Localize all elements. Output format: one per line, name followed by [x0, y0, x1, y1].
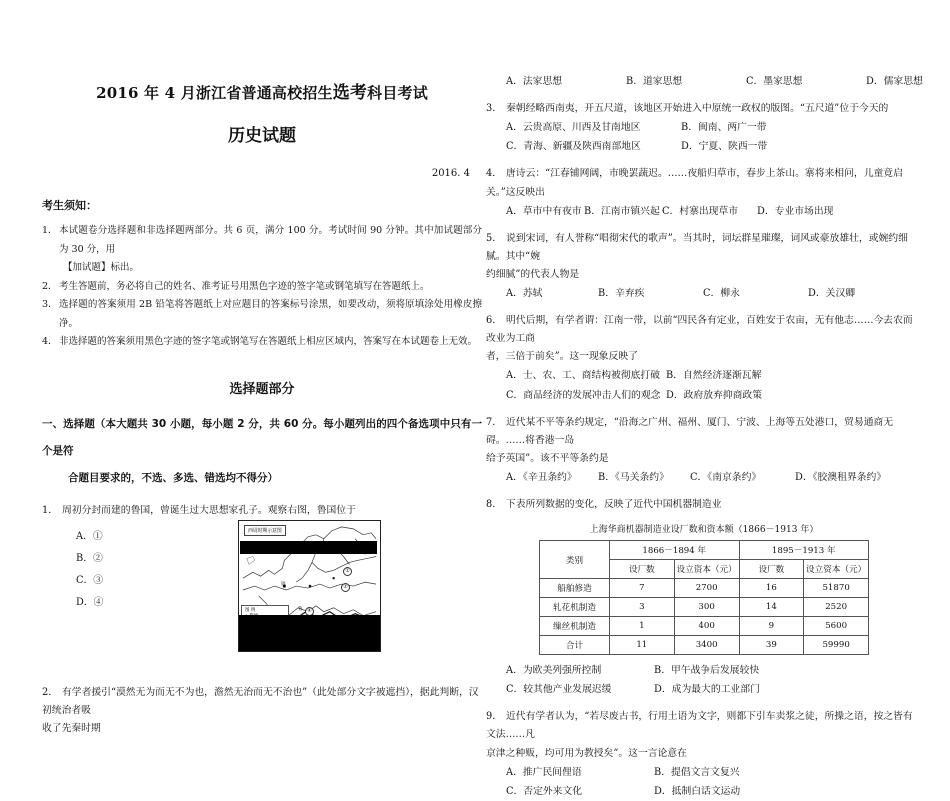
question-7-option-c[interactable]: C．《南京条约》 — [690, 471, 762, 483]
question-5-option-c[interactable]: C．柳永 — [703, 288, 740, 300]
question-7-stem-line1: 近代某不平等条约规定，“沿海之广州、福州、厦门、宁波、上海等五处港口，贸易通商无碍。……将香港一岛 — [486, 416, 894, 446]
question-2 — [42, 684, 482, 738]
question-8-stem: 下表所列数据的变化，反映了近代中国机器制造业 — [506, 499, 722, 511]
question-1-option-a[interactable]: A．① — [76, 530, 103, 542]
notice-list — [42, 222, 482, 352]
question-6-option-c[interactable]: C．商品经济的发展冲击人们的观念 — [506, 389, 661, 401]
question-1-number: 1． — [42, 504, 59, 516]
question-2-option-c[interactable]: C．墨家思想 — [746, 76, 803, 87]
question-3-stem: 秦朝经略西南夷，开五尺道，该地区开始进入中原统一政权的版图。“五尺道”位于今天的 — [506, 103, 889, 115]
question-4-stem: 唐诗云：“江春铺网阔，市晚罢蔬迟。……夜船归草市，春步上茶山。寨将来相问，儿童竟启关。”这反映出 — [486, 168, 903, 198]
notice-item-text: 考生答题前，务必将自己的姓名、准考证号用黑色字迹的签字笔或钢笔填写在答题纸上。 — [59, 280, 430, 292]
question-9 — [486, 708, 922, 762]
question-2-number: 2． — [42, 686, 59, 698]
table-cell-value: 3 — [610, 598, 675, 617]
question-9-options-row-1 — [506, 763, 922, 782]
question-7 — [486, 414, 922, 468]
question-7-options-row — [506, 468, 922, 487]
question-8-option-a[interactable]: A．为欧美列强所控制 — [506, 665, 602, 677]
question-9-stem-line2: 京津之种贩，均可用为教授矣”。这一言论意在 — [486, 747, 687, 759]
map-legend-title: 图 例 — [245, 607, 256, 613]
map-marker-1: ① — [343, 567, 352, 576]
question-3-option-a[interactable]: A．云贵高原、川西及甘南地区 — [506, 122, 641, 134]
table-cell-value: 11 — [610, 636, 675, 655]
notice-heading: 考生须知： — [42, 199, 97, 212]
page-title — [42, 78, 482, 103]
question-6-option-b[interactable]: B．自然经济逐渐瓦解 — [666, 370, 762, 382]
question-7-stem — [486, 417, 922, 468]
question-9-option-c[interactable]: C．否定外来文化 — [506, 785, 583, 797]
notice-item-number: 1． — [42, 225, 58, 236]
table-header-category: 类别 — [540, 541, 610, 579]
question-5-stem-line1: 说到宋词，有人誉称“唱彻宋代的歌声”。当其时，词坛群星璀璨，词风或豪放雄壮，或婉约细腻。其中“婉 — [486, 232, 908, 262]
big-question-instruction — [42, 411, 482, 493]
question-8 — [486, 496, 922, 514]
left-column — [42, 0, 482, 734]
table-cell-value: 59990 — [804, 636, 869, 655]
page-title-emphasis: 选考 — [332, 83, 368, 103]
map-marker-2: ② — [341, 583, 350, 592]
question-7-options — [486, 468, 922, 487]
notice-item — [42, 278, 482, 297]
table-row — [540, 598, 869, 617]
question-8-options-row-2 — [506, 680, 922, 699]
notice-item-text: 非选择题的答案须用黑色字迹的签字笔或钢笔写在答题纸上相应区域内，答案写在本试题卷上无效。 — [59, 336, 478, 348]
question-2-stem — [42, 687, 482, 738]
notice-item-subtext: 【加试题】标出。 — [63, 262, 140, 274]
table-header-row-1 — [540, 541, 869, 560]
table-head — [540, 541, 869, 579]
question-9-options-row-2 — [506, 782, 922, 801]
question-2-stem-line1: 有学者援引“漠然无为而无不为也，澹然无治而无不治也”（此处部分文字被遮挡），据此判断，汉初统治者吸 — [42, 686, 479, 716]
table-header-period-1: 1866－1894 年 — [610, 541, 740, 560]
table-cell-value: 7 — [610, 579, 675, 598]
question-7-number: 7． — [486, 416, 503, 428]
question-1-option-d[interactable]: D．④ — [76, 596, 104, 608]
table-cell-value: 51870 — [804, 579, 869, 598]
notice-item-text: 本试题卷分选择题和非选择题两部分。共 6 页，满分 100 分。考试时间 90 分钟。其中加试题部分为 30 分，用 — [59, 225, 482, 255]
notice-item-number: 2． — [42, 280, 58, 292]
exam-date: 2016. 4 — [431, 168, 470, 179]
table-subheader-factories-2: 设厂数 — [739, 560, 804, 579]
question-7-option-d[interactable]: D．《胶澳租界条约》 — [795, 471, 887, 483]
question-3-number: 3． — [486, 103, 503, 115]
notice-item-number: 4． — [42, 336, 58, 348]
question-3-options-row-1 — [506, 118, 922, 137]
question-3-options-row-2 — [506, 137, 922, 156]
question-4-option-b[interactable]: B．江南市镇兴起 — [584, 205, 660, 217]
question-5-option-d[interactable]: D．关汉卿 — [808, 288, 856, 300]
question-6-options-row-1 — [506, 366, 922, 385]
question-7-stem-line2: 给予英国”。该不平等条约是 — [486, 452, 609, 464]
question-2-option-d[interactable]: D．儒家思想 — [866, 76, 923, 87]
question-2-option-b[interactable]: B．道家思想 — [626, 76, 683, 87]
table-cell-category: 合计 — [540, 636, 610, 655]
page-title-post: 科目考试 — [367, 84, 428, 102]
question-5 — [486, 230, 922, 284]
question-4-options — [486, 202, 922, 221]
question-5-options — [486, 284, 922, 303]
question-6 — [486, 312, 922, 366]
question-2-stem-line2: 收了先秦时期 — [42, 722, 101, 734]
question-9-option-a[interactable]: A．推广民间俚语 — [506, 766, 582, 778]
question-1-option-c[interactable]: C．③ — [76, 574, 104, 586]
big-question-line1: 一、选择题（本大题共 30 小题，每小题 2 分，共 60 分。每小题列出的四个备选项中只有一个是符 — [42, 417, 482, 457]
question-1-option-b[interactable]: B．② — [76, 552, 103, 564]
question-3 — [486, 100, 922, 118]
question-6-stem-line1: 明代后期，有学者谓：江南一带，以前“四民各有定业，百姓安于农亩，无有他志……今去农而改业为工商 — [486, 315, 913, 345]
table-cell-category: 缫丝机制造 — [540, 617, 610, 636]
question-6-option-a[interactable]: A．士、农、工、商结构被彻底打破 — [506, 370, 661, 382]
question-5-stem-line2: 约细腻”的代表人物是 — [486, 268, 580, 280]
question-7-option-b[interactable]: B．《马关条约》 — [598, 471, 669, 483]
question-3-options — [486, 118, 922, 156]
question-4-number: 4． — [486, 168, 503, 180]
question-1 — [42, 502, 482, 520]
question-6-options-row-2 — [506, 386, 922, 405]
question-8-options — [486, 661, 922, 699]
map-place-label-lu: 鲁 — [298, 606, 303, 612]
question-4-option-a[interactable]: A．草市中有夜市 — [506, 205, 582, 217]
page-title-pre: 2016 年 4 月浙江省普通高校招生 — [96, 84, 333, 102]
question-3-option-d[interactable]: D．宁夏、陕西一带 — [681, 141, 768, 153]
map-title-label: 西周时期示意图 — [244, 525, 286, 536]
question-6-stem — [486, 315, 922, 366]
question-2-option-a[interactable]: A．法家思想 — [506, 76, 563, 87]
table-cell-value: 2700 — [674, 579, 739, 598]
table-body — [540, 579, 869, 655]
table-row — [540, 579, 869, 598]
table-cell-category: 船舶修造 — [540, 579, 610, 598]
table-cell-value: 39 — [739, 636, 804, 655]
question-9-option-b[interactable]: B．提倡文言文复兴 — [654, 766, 740, 778]
notice-item-number: 3． — [42, 299, 58, 311]
question-9-number: 9． — [486, 711, 503, 723]
table-cell-category: 轧花机制造 — [540, 598, 610, 617]
map-black-redaction-bar — [239, 615, 380, 651]
question-4-options-row — [506, 202, 922, 221]
question-8-options-row-1 — [506, 661, 922, 680]
question-2-options-row — [506, 72, 922, 91]
table-subheader-capital-2: 设立资本（元） — [804, 560, 869, 579]
question-5-stem — [486, 233, 922, 284]
table-cell-value: 5600 — [804, 617, 869, 636]
question-7-option-a[interactable]: A．《辛丑条约》 — [506, 471, 577, 483]
question-8-option-d[interactable]: D．成为最大的工业部门 — [654, 684, 760, 696]
question-2-redaction-bar — [240, 541, 377, 554]
question-5-option-b[interactable]: B．辛弃疾 — [598, 288, 645, 300]
big-question-line2: 合题目要求的，不选、多选、错选均不得分） — [68, 472, 278, 485]
question-9-stem-line1: 近代有学者认为，“若尽废古书，行用土语为文字，则都下引车卖浆之徒，所操之语，按之皆有文法……凡 — [486, 711, 913, 741]
table-row — [540, 636, 869, 655]
factory-capital-table — [539, 540, 869, 655]
table-cell-value: 14 — [739, 598, 804, 617]
notice-item — [42, 296, 482, 333]
question-9-stem — [486, 711, 922, 762]
question-5-options-row — [506, 284, 922, 303]
question-9-options — [486, 763, 922, 801]
question-5-option-a[interactable]: A．苏轼 — [506, 288, 543, 300]
table-cell-value: 9 — [739, 617, 804, 636]
question-6-stem-line2: 者，三倍于前矣”。这一现象反映了 — [486, 351, 638, 363]
question-8-option-b[interactable]: B．甲午战争后发展较快 — [654, 665, 760, 677]
table-subheader-factories-1: 设厂数 — [610, 560, 675, 579]
question-4-option-d[interactable]: D．专业市场出现 — [757, 205, 834, 217]
page-subtitle: 历史试题 — [228, 126, 296, 146]
table-row — [540, 617, 869, 636]
question-4 — [486, 165, 922, 201]
question-6-option-d[interactable]: D．政府放弃抑商政策 — [666, 389, 763, 401]
table-cell-value: 400 — [674, 617, 739, 636]
map-marker-4: ④ — [305, 607, 314, 616]
table-cell-value: 1 — [610, 617, 675, 636]
section-title: 选择题部分 — [229, 381, 295, 397]
question-6-number: 6． — [486, 315, 503, 327]
question-9-option-d[interactable]: D．抵制白话文运动 — [654, 785, 741, 797]
right-column — [486, 0, 923, 797]
notice-item — [42, 222, 482, 278]
question-3-option-b[interactable]: B．闽南、两广一带 — [681, 122, 767, 134]
table-subheader-capital-1: 设立资本（元） — [674, 560, 739, 579]
question-5-number: 5． — [486, 232, 503, 244]
question-8-option-c[interactable]: C．较其他产业发展迟缓 — [506, 684, 612, 696]
table-cell-value: 16 — [739, 579, 804, 598]
question-2-options — [486, 72, 922, 91]
table-cell-value: 2520 — [804, 598, 869, 617]
table-cell-value: 300 — [674, 598, 739, 617]
question-1-stem: 周初分封而建的鲁国，曾诞生过大思想家孔子。观察右图，鲁国位于 — [62, 504, 356, 516]
table-header-period-2: 1895－1913 年 — [739, 541, 869, 560]
table-title: 上海华商机器制造业设厂数和资本额（1866－1913 年） — [589, 525, 819, 536]
question-8-number: 8． — [486, 499, 503, 511]
question-3-option-c[interactable]: C．青海、新疆及陕西南部地区 — [506, 141, 641, 153]
question-4-option-c[interactable]: C．村寨出现草市 — [662, 205, 739, 217]
table-cell-value: 3400 — [674, 636, 739, 655]
question-6-options — [486, 366, 922, 404]
notice-item-text: 选择题的答案须用 2B 铅笔将答题纸上对应题目的答案标号涂黑，如要改动，须将原填涂处用橡皮擦净。 — [59, 299, 482, 329]
western-zhou-map-figure — [238, 520, 381, 652]
notice-item — [42, 333, 482, 352]
map-place-label-hao: 镐 — [281, 581, 286, 587]
